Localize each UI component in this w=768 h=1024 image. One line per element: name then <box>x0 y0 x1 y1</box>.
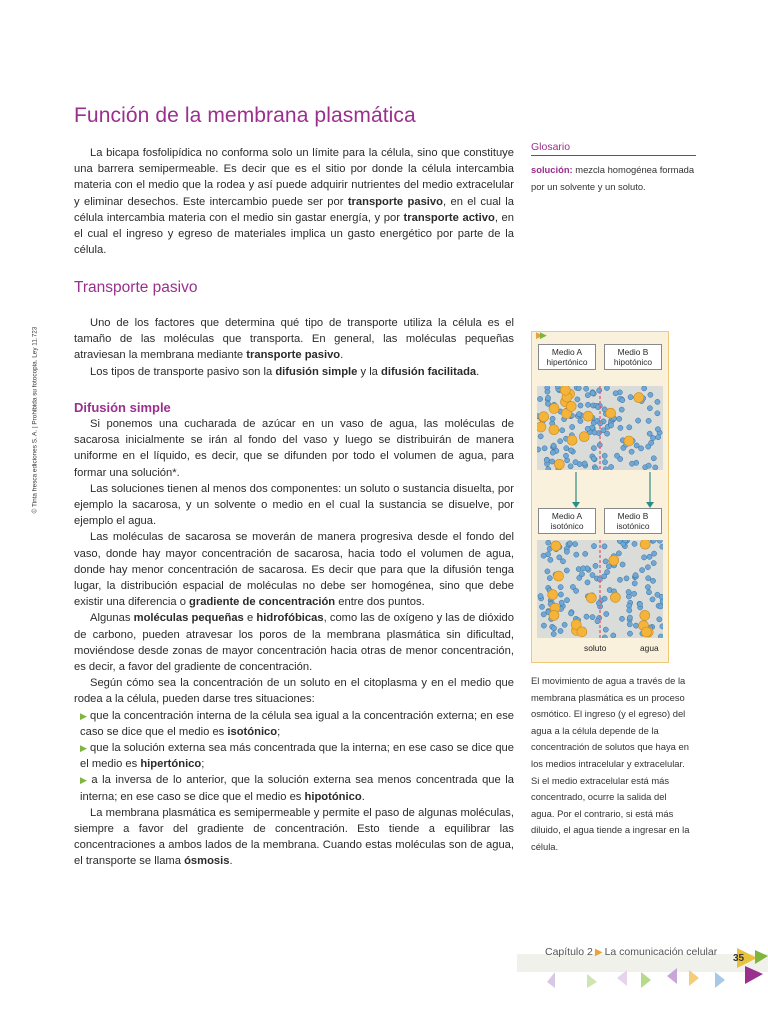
water-molecule <box>550 459 555 464</box>
water-molecule <box>585 402 590 407</box>
water-molecule <box>603 627 608 632</box>
text-run: La bicapa fosfolipídica no conforma solo un límite para la célula, sino que constituye una barrera semipermeable. Es decir que es el sitio por donde la célula intercambia materia con el medio que la rodea y así puede adquirir nutrientes del medio extracelular y eliminar desechos. Este intercambio puede ser por <box>74 147 514 208</box>
water-molecule <box>559 600 564 605</box>
water-molecule <box>634 443 639 448</box>
molecule-diagram-top <box>537 386 663 470</box>
glossary-box <box>531 141 696 195</box>
water-molecule <box>591 544 596 549</box>
text-run: La membrana plasmática es semipermeable y permite el paso de algunas moléculas, siempre a favor del gradiente de concentración. Esto tiende a equilibrar las concentraciones a ambos lados de la membrana. Cuando estas moléculas son de agua, el transporte se llama <box>74 806 514 868</box>
text-run: ; <box>201 758 205 771</box>
water-molecule <box>539 604 544 609</box>
water-molecule <box>548 557 553 562</box>
text-run: Los tipos de transporte pasivo son la <box>90 365 276 378</box>
water-molecule <box>576 412 581 417</box>
label-line: isotónico <box>550 521 584 531</box>
water-molecule <box>648 392 653 397</box>
transporte-pasivo-section <box>74 315 514 380</box>
water-molecule <box>651 561 656 566</box>
solute-molecule <box>640 540 650 549</box>
water-molecule <box>557 555 562 560</box>
water-molecule <box>558 592 563 597</box>
water-molecule <box>551 631 556 636</box>
water-molecule <box>584 386 589 391</box>
figure-marker-icon: ▶▶ <box>536 330 544 340</box>
solute-molecule <box>549 404 559 414</box>
label-line: Medio A <box>551 347 583 357</box>
water-molecule <box>660 544 663 549</box>
water-molecule <box>645 565 650 570</box>
bold-term: moléculas pequeñas <box>133 612 244 625</box>
label-line: Medio A <box>551 511 583 521</box>
water-molecule <box>617 577 622 582</box>
copyright-text: © Tinta fresca ediciones S. A. | Prohibida su fotocopia. Ley 11.723 <box>31 326 39 514</box>
bullet-triangle-icon: ▶ <box>80 743 87 754</box>
water-molecule <box>657 617 662 622</box>
water-molecule <box>623 540 628 543</box>
solute-molecule <box>549 425 559 435</box>
water-molecule <box>593 563 598 568</box>
bold-term: difusión facilitada <box>381 365 477 378</box>
water-molecule <box>651 540 656 543</box>
water-molecule <box>585 393 590 398</box>
text-run: que la solución externa sea más concentrada que la interna; en ese caso se dice que el medio es <box>80 742 514 771</box>
water-molecule <box>636 418 641 423</box>
water-molecule <box>632 541 637 546</box>
bold-term: transporte pasivo <box>246 349 341 362</box>
transition-arrows <box>532 470 670 510</box>
label-line: Medio B <box>617 347 649 357</box>
label-medio-a-hipertonico <box>538 344 596 370</box>
text-run: entre dos puntos. <box>335 596 425 609</box>
solute-molecule <box>606 408 616 418</box>
solute-molecule <box>549 610 559 620</box>
water-molecule <box>576 386 581 391</box>
solute-molecule <box>554 571 564 581</box>
osmosis-figure <box>531 331 669 663</box>
water-molecule <box>646 590 651 595</box>
paragraph <box>74 315 514 364</box>
water-molecule <box>602 453 607 458</box>
water-molecule <box>591 456 596 461</box>
text-run: que la concentración interna de la célula sea igual a la concentración externa; en ese caso se dice que el medio es <box>80 709 515 738</box>
water-molecule <box>660 599 663 604</box>
water-molecule <box>627 425 632 430</box>
molecule-diagram-bottom <box>537 540 663 638</box>
water-molecule <box>626 589 631 594</box>
text-run: Las moléculas de sacarosa se moverán de manera progresiva desde el fondo del vaso, donde hay mayor concentración de sacarosa, hacia todo el volumen de agua, donde hay menor concentración de sacarosa. Es decir que para que la difusión tenga lugar, la distribución espacial de moléculas no debe ser homogénea, sino que debe existir una diferencia o <box>74 531 514 609</box>
water-molecule <box>624 576 629 581</box>
water-molecule <box>655 592 660 597</box>
water-molecule <box>660 624 663 629</box>
water-molecule <box>619 407 624 412</box>
caption-text: El movimiento de agua a través de la membrana plasmática es un proceso osmótico. El ingreso (y el egreso) del agua a la célula depende de la concentración de solutos que haya en los medios intracelular y extracelular. Si el medio extracelular está más concentrado, ocurre la salida del agua. Por el contrario, si está más diluido, el agua tiende a ingresar en la célula. <box>531 675 690 852</box>
water-molecule <box>537 447 541 452</box>
solute-molecule <box>560 386 570 395</box>
water-molecule <box>655 427 660 432</box>
text-run: . <box>476 365 480 378</box>
water-molecule <box>564 568 569 573</box>
solute-molecule <box>640 610 650 620</box>
paragraph: Si ponemos una cucharada de azúcar en un vaso de agua, las moléculas de sacarosa inicialmente se irán al fondo del vaso y luego se distribuirán de manera uniforme en el líquido, es decir, que se difunden por todo el volumen de agua, para formar una solución*. <box>74 418 514 479</box>
label-medio-b-hipotonico <box>604 344 662 370</box>
bold-term: gradiente de concentración <box>189 596 336 609</box>
water-molecule <box>550 450 555 455</box>
water-molecule <box>590 615 595 620</box>
water-molecule <box>650 435 655 440</box>
water-molecule <box>617 416 622 421</box>
water-molecule <box>546 540 551 545</box>
solute-molecule <box>539 412 549 422</box>
water-molecule <box>639 446 644 451</box>
text-run: , en el cual la célula intercambia materia con el medio sin gastar energía, y por <box>74 195 514 224</box>
water-molecule <box>564 549 569 554</box>
bold-term: ósmosis <box>184 855 230 868</box>
intro-section <box>74 145 514 258</box>
text-run: , como las de oxígeno y las de dióxido de carbono, pueden atravesar los poros de la membrana plasmática sin dificultad, moviéndose desde zonas de mayor concentración hacia otras de menor concentración, es decir, a favor del gradiente de concentración. <box>74 612 514 674</box>
glossary-heading: Glosario <box>531 141 696 156</box>
solute-molecule <box>641 627 651 637</box>
water-molecule <box>645 585 650 590</box>
water-molecule <box>564 598 569 603</box>
water-molecule <box>578 403 583 408</box>
water-molecule <box>642 555 647 560</box>
bold-term: hipertónico <box>140 758 202 771</box>
solute-molecule <box>624 436 634 446</box>
water-molecule <box>564 446 569 451</box>
water-molecule <box>629 461 634 466</box>
water-molecule <box>550 416 555 421</box>
water-molecule <box>652 551 657 556</box>
intro-paragraph <box>74 145 514 258</box>
water-molecule <box>614 453 619 458</box>
water-molecule <box>656 435 661 440</box>
text-run: , en el cual el ingreso y egreso de materiales implica un gasto energético por parte de la célula. <box>74 211 514 257</box>
water-molecule <box>568 464 573 469</box>
water-molecule <box>603 559 608 564</box>
water-molecule <box>628 395 633 400</box>
chapter-title: La comunicación celular <box>604 946 718 958</box>
solute-molecule <box>586 593 596 603</box>
water-molecule <box>545 389 550 394</box>
text-run: Algunas <box>90 612 134 625</box>
water-molecule <box>541 623 546 628</box>
glossary-entry <box>531 162 696 195</box>
water-molecule <box>592 430 597 435</box>
water-molecule <box>558 585 563 590</box>
water-molecule <box>544 457 549 462</box>
section-heading-transporte-pasivo: Transporte pasivo <box>74 279 198 296</box>
water-molecule <box>538 594 543 599</box>
water-molecule <box>551 443 556 448</box>
water-molecule <box>575 397 580 402</box>
water-molecule <box>585 580 590 585</box>
isotonic-panel <box>537 540 663 638</box>
water-molecule <box>627 622 632 627</box>
text-run: . <box>229 855 233 868</box>
water-molecule <box>596 601 601 606</box>
difusion-simple-section <box>74 416 514 870</box>
term-transporte-pasivo: transporte pasivo <box>347 195 443 208</box>
water-molecule <box>619 616 624 621</box>
water-molecule <box>646 444 651 449</box>
water-molecule <box>632 581 637 586</box>
bullet-item <box>74 740 514 772</box>
water-molecule <box>658 604 663 609</box>
solute-molecule <box>610 592 620 602</box>
text-run: Uno de los factores que determina qué tipo de transporte utiliza la célula es el tamaño de las moléculas que transporta. En general, las moléculas pequeñas atraviesan la membrana mediante <box>74 317 514 362</box>
water-molecule <box>541 612 546 617</box>
glossary-term: solución: <box>531 164 573 175</box>
water-molecule <box>590 573 595 578</box>
water-molecule <box>658 634 663 638</box>
bold-term: hipotónico <box>304 790 362 803</box>
water-molecule <box>579 572 584 577</box>
text-run: y la <box>357 365 382 378</box>
solute-molecule <box>551 541 561 551</box>
water-molecule <box>545 395 550 400</box>
page-title: Función de la membrana plasmática <box>74 104 416 127</box>
bullet-triangle-icon: ▶ <box>80 775 89 786</box>
water-molecule <box>613 391 618 396</box>
water-molecule <box>567 541 572 546</box>
label-medio-b-isotonico <box>604 508 662 534</box>
water-molecule <box>646 463 651 468</box>
solute-molecule <box>548 590 558 600</box>
water-molecule <box>627 608 632 613</box>
text-run: . <box>361 790 365 803</box>
solute-molecule <box>567 435 577 445</box>
solute-molecule <box>609 555 619 565</box>
water-molecule <box>655 399 660 404</box>
footer-triangle-icon: ▶ <box>594 947 603 958</box>
figure-caption <box>531 673 691 856</box>
water-molecule <box>551 626 556 631</box>
water-molecule <box>646 418 651 423</box>
water-molecule <box>604 386 609 391</box>
water-molecule <box>637 601 642 606</box>
water-molecule <box>558 439 563 444</box>
water-molecule <box>573 460 578 465</box>
solute-molecule <box>554 459 564 469</box>
solute-molecule <box>537 422 546 432</box>
water-molecule <box>655 411 660 416</box>
water-molecule <box>642 386 647 391</box>
water-molecule <box>609 464 614 469</box>
label-medio-a-isotonico <box>538 508 596 534</box>
water-molecule <box>584 614 589 619</box>
water-molecule <box>602 635 607 638</box>
water-molecule <box>640 568 645 573</box>
water-molecule <box>647 431 652 436</box>
solute-molecule <box>577 627 587 637</box>
bullet-triangle-icon: ▶ <box>80 710 88 721</box>
term-transporte-activo: transporte activo <box>403 211 495 224</box>
water-molecule <box>627 615 632 620</box>
water-molecule <box>647 406 652 411</box>
copyright-notice <box>30 326 40 514</box>
water-molecule <box>538 396 543 401</box>
water-molecule <box>570 424 575 429</box>
bullet-item <box>74 708 514 740</box>
water-molecule <box>604 611 609 616</box>
water-molecule <box>573 542 578 547</box>
water-molecule <box>538 434 543 439</box>
water-molecule <box>591 446 596 451</box>
paragraph <box>74 610 514 675</box>
label-line: hipotónico <box>613 357 653 367</box>
label-agua: agua <box>640 643 659 653</box>
water-molecule <box>633 573 638 578</box>
water-molecule <box>620 398 625 403</box>
water-molecule <box>560 428 565 433</box>
label-line: isotónico <box>616 521 650 531</box>
label-soluto: soluto <box>584 643 607 653</box>
solute-molecule <box>634 393 644 403</box>
water-molecule <box>542 446 547 451</box>
paragraph <box>74 364 514 380</box>
water-molecule <box>568 611 573 616</box>
water-molecule <box>562 622 567 627</box>
water-molecule <box>578 418 583 423</box>
water-molecule <box>629 449 634 454</box>
water-molecule <box>616 551 621 556</box>
water-molecule <box>597 388 602 393</box>
water-molecule <box>632 591 637 596</box>
bold-term: difusión simple <box>275 365 358 378</box>
bullet-item <box>74 772 514 804</box>
page-number: 35 <box>733 953 745 964</box>
water-molecule <box>651 456 656 461</box>
water-molecule <box>583 551 588 556</box>
glossary-definition: mezcla homogénea formada por un solvente y un soluto. <box>531 164 695 192</box>
water-molecule <box>646 576 651 581</box>
bold-term: isotónico <box>227 725 278 738</box>
water-molecule <box>590 391 595 396</box>
hypertonic-panel <box>537 386 663 470</box>
text-run: ; <box>277 725 281 738</box>
water-molecule <box>602 596 607 601</box>
water-molecule <box>569 448 574 453</box>
paragraph: Según cómo sea la concentración de un soluto en el citoplasma y en el medio que rodea a la célula, pueden darse tres situaciones: <box>74 677 514 706</box>
water-molecule <box>582 461 587 466</box>
text-run: . <box>340 349 344 362</box>
water-molecule <box>601 428 606 433</box>
text-run: e <box>243 612 257 625</box>
water-molecule <box>602 460 607 465</box>
water-molecule <box>618 425 623 430</box>
water-molecule <box>541 553 546 558</box>
water-molecule <box>657 540 662 543</box>
water-molecule <box>574 552 579 557</box>
text-run: a la inversa de lo anterior, que la solución externa sea menos concentrada que la interna; en ese caso se dice que el medio es <box>80 774 514 803</box>
bold-term: hidrofóbicas <box>256 612 324 625</box>
water-molecule <box>585 426 590 431</box>
water-molecule <box>602 544 607 549</box>
solute-molecule <box>566 401 576 411</box>
water-molecule <box>545 569 550 574</box>
water-molecule <box>570 584 575 589</box>
water-molecule <box>563 453 568 458</box>
page-footer <box>545 946 717 958</box>
paragraph <box>74 529 514 610</box>
chapter-label: Capítulo 2 <box>545 946 593 958</box>
solute-molecule <box>579 432 589 442</box>
paragraph <box>74 805 514 870</box>
label-line: Medio B <box>617 511 649 521</box>
paragraph: Las soluciones tienen al menos dos componentes: un soluto o sustancia disuelta, por ejemplo la sacarosa, y un solvente o medio en el cual la sustancia se disuelve, por ejemplo el agua. <box>74 482 514 528</box>
solute-molecule <box>583 411 593 421</box>
water-molecule <box>611 633 616 638</box>
water-molecule <box>647 554 652 559</box>
water-molecule <box>547 576 552 581</box>
water-molecule <box>650 578 655 583</box>
water-molecule <box>558 628 563 633</box>
water-molecule <box>608 423 613 428</box>
water-molecule <box>627 631 632 636</box>
water-molecule <box>620 562 625 567</box>
section-heading-difusion-simple: Difusión simple <box>74 400 171 415</box>
water-molecule <box>633 623 638 628</box>
water-molecule <box>650 597 655 602</box>
label-line: hipertónico <box>546 357 588 367</box>
water-molecule <box>581 566 586 571</box>
